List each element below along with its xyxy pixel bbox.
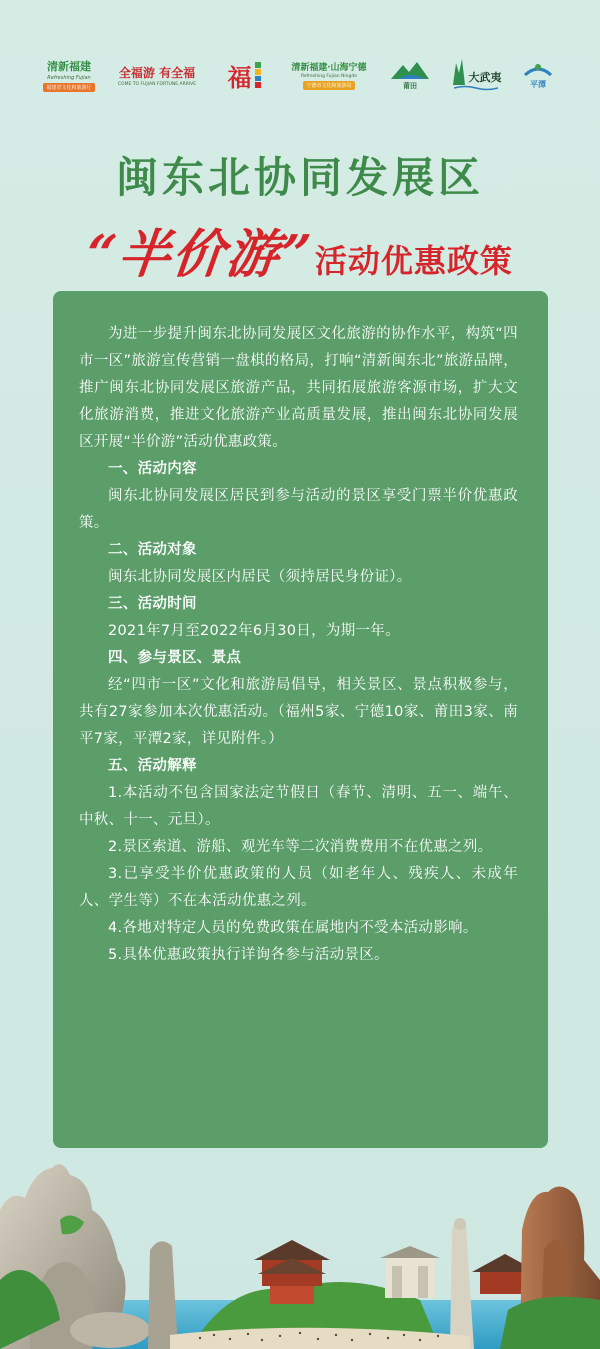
explanation-item: 4.各地对特定人员的免费政策在属地内不受本活动影响。 bbox=[108, 920, 478, 936]
logo-fu-stripes bbox=[255, 62, 261, 88]
logo-qingxin-fujian-badge: 福建省文化和旅游厅 bbox=[43, 83, 94, 92]
policy-content-panel bbox=[53, 291, 548, 1148]
section-text-time: 2021年7月至2022年6月30日，为期一年。 bbox=[108, 623, 400, 639]
scenery-illustration bbox=[0, 1150, 600, 1349]
logo-qingxin-fujian bbox=[40, 52, 98, 98]
subtitle-half-price-tour: “半价游” bbox=[83, 224, 316, 285]
island-icon bbox=[523, 61, 553, 79]
logo-putian-text: 莆田 bbox=[403, 81, 417, 90]
subtitle-policy: 活动优惠政策 bbox=[314, 242, 513, 280]
logo-ningde-badge: 宁德市文化和旅游局 bbox=[303, 81, 354, 90]
mountain-icon bbox=[389, 59, 431, 81]
logo-fu bbox=[222, 52, 266, 98]
logo-qingxin-fujian-text: 清新福建 bbox=[47, 60, 91, 73]
page-subtitle bbox=[0, 212, 600, 287]
logo-fu-text: 福 bbox=[227, 62, 252, 92]
explanation-item: 1.本活动不包含国家法定节假日（春节、清明、五一、端午、中秋、十一、元旦）。 bbox=[79, 785, 518, 828]
logo-qingxin-fujian-sub: Refreshing Fujian bbox=[47, 75, 91, 81]
peak-icon bbox=[451, 59, 467, 85]
logo-dawuyi-text: 大武夷 bbox=[468, 71, 502, 84]
explanation-item: 5.具体优惠政策执行详询各参与活动景区。 bbox=[108, 947, 389, 963]
logo-quanfuyou-text: 全福游 有全福 bbox=[118, 65, 196, 80]
section-text-scenic-spots: 经“四市一区”文化和旅游局倡导，相关景区、景点积极参与，共有27家参加本次优惠活动。（福州5家、宁德10家、莆田3家、南平7家，平潭2家，详见附件。） bbox=[79, 677, 518, 747]
logo-pingtan-text: 平潭 bbox=[530, 78, 546, 89]
intro-paragraph: 为进一步提升闽东北协同发展区文化旅游的协作水平，构筑“四市一区”旅游宣传营销一盘棋的格局，打响“清新闽东北”旅游品牌，推广闽东北协同发展区旅游产品，共同拓展旅游客源市场，扩大文化旅游消费，推进文化旅游产业高质量发展，推出闽东北协同发展区开展“半价游”活动优惠政策。 bbox=[79, 326, 518, 450]
logo-quanfuyou bbox=[106, 52, 208, 98]
logo-pingtan bbox=[518, 52, 558, 98]
logo-putian bbox=[385, 52, 435, 98]
logo-quanfuyou-sub: COME TO FUJIAN FORTUNE ARRIVE bbox=[117, 81, 197, 87]
section-heading-target: 二、活动对象 bbox=[108, 542, 197, 558]
section-heading-explanation: 五、活动解释 bbox=[108, 758, 197, 774]
landscape-image bbox=[0, 1150, 600, 1349]
section-text-content: 闽东北协同发展区居民到参与活动的景区享受门票半价优惠政策。 bbox=[79, 488, 518, 531]
section-text-target: 闽东北协同发展区内居民（须持居民身份证）。 bbox=[108, 569, 412, 585]
explanation-item: 2.景区索道、游船、观光车等二次消费费用不在优惠之列。 bbox=[108, 839, 493, 855]
logo-ningde bbox=[286, 52, 372, 98]
section-heading-time: 三、活动时间 bbox=[108, 596, 197, 612]
wave-icon bbox=[454, 85, 498, 91]
explanation-item: 3.已享受半价优惠政策的人员（如老年人、残疾人、未成年人、学生等）不在本活动优惠之列。 bbox=[79, 866, 518, 909]
partner-logos bbox=[0, 52, 600, 102]
logo-dawuyi bbox=[450, 52, 502, 98]
logo-ningde-text: 清新福建·山海宁德 bbox=[291, 63, 367, 73]
page-title: 闽东北协同发展区 bbox=[115, 153, 484, 202]
logo-ningde-sub: Refreshing Fujian Ningde bbox=[300, 74, 358, 79]
section-heading-content: 一、活动内容 bbox=[108, 461, 197, 477]
section-heading-scenic-spots: 四、参与景区、景点 bbox=[108, 650, 242, 666]
